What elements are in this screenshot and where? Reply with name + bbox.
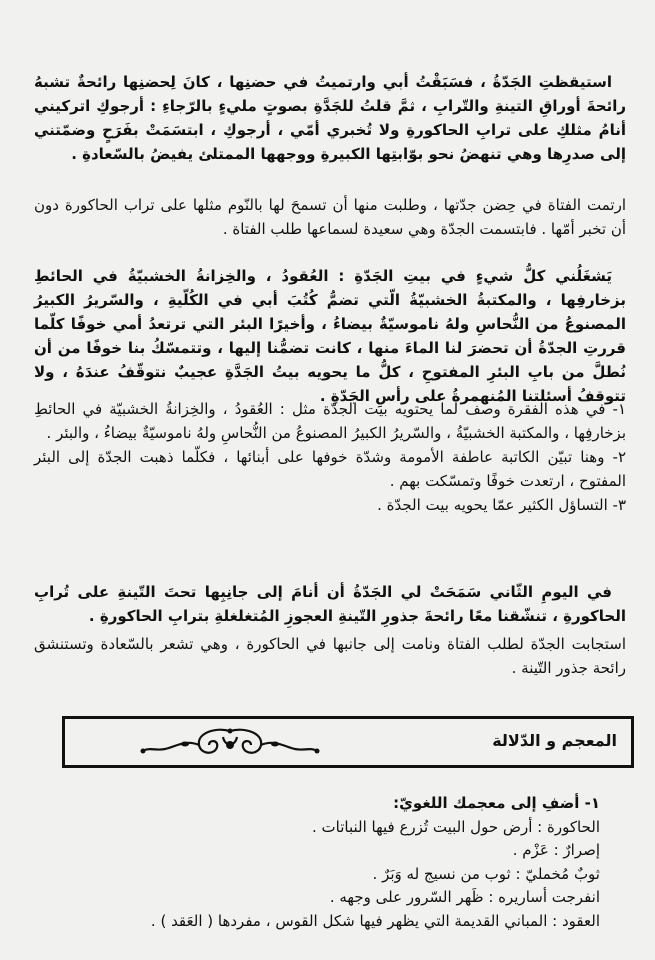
vocabulary-entry: ثوبٌ مُخمليّ : ثوب من نسيج له وَبَرٌ . [372,864,600,883]
point-1: ١- في هذه الفقرة وصف لما يحتويه بيت الجدّة مثل : العُقودُ ، والخِزانةُ الخشبيّة في الحائطِ بزخارفِها ، والمكتبة الخشبيّةُ ، والسّريرُ الكبيرُ المصنوعُ من النُّحاسِ ولهُ ناموسيّةٌ بيضاءُ ، والبئر . [34,400,626,442]
passage-3-text: في اليومِ الثّاني سَمَحَتْ لي الجَدّةُ أن أنامَ إلى جانِبِها تحتَ التّينةِ على تُرابِ الحاكورةِ ، تنشّقنا معًا رائحةَ جذورِ التّينةِ العجوزِ المُتغلغلةِ بترابِ الحاكورةِ . [34,583,626,625]
passage-1-summary-text: ارتمت الفتاة في حِضن جدّتها ، وطلبت منها أن تسمحَ لها بالنّوم مثلها على تراب الحاكورة دون أن تخبر أمّها . فابتسمت الجدّة وهي سعيدة لسماعها طلب الفتاة . [34,196,626,238]
vocabulary-entry: الحاكورة : أرض حول البيت تُزرع فيها النباتات . [312,817,600,836]
passage-2-points [34,397,626,517]
vocabulary-entry: انفرجت أساريره : ظَهر السّرور على وجهه . [329,888,600,906]
passage-3-summary [34,632,626,680]
passage-2-text: يَشغَلُني كلُّ شيءٍ في بيتِ الجَدّةِ : العُقودُ ، والخِزانةُ الخشبيّةُ في الحائطِ بزخارفِها ، والمكتبةُ الخشبيّةُ الّتي تضمُّ كُتُبَ أبي في الكُلّيةِ ، والسّريرُ الكبيرُ المصنوعُ من النُّحاسِ ولهُ ناموسيّةٌ بيضاءُ ، وأخيرًا البئر التي ترتعدُ أمي خوفًا كلّما قررتِ الجدّةُ أن تحضرَ لنا الماءَ منها ، كانت تضمُّنا إليها ، وتتمسّكُ بنا خوفًا من أن نُطلَّ من بابِ البئرِ المفتوحِ ، كلُّ ما يحويه بيتُ الجَدَّةِ عجيبٌ نتوقّفُ عندَهُ ، ولا تتوقفُ أسئلتنا المُنهمرةُ على رأسِ الجَدّةِ . [34,267,626,405]
passage-1-bold [34,70,626,166]
vocabulary-entry: العقود : المباني القديمة التي يظهر فيها شكل القوس ، مفردها ( العَقد ) . [150,911,600,930]
passage-3-summary-text: استجابت الجدّة لطلب الفتاة ونامت إلى جانبها في الحاكورة ، وهي تشعر بالسّعادة وتستنشق رائحة جذور التّينة . [34,635,626,677]
vocabulary-list [151,792,600,933]
passage-1-text: استيقظتِ الجَدّةُ ، فسَبَقْتُ أبي وارتميتُ في حضنِها ، كانَ لِحضنِها رائحةٌ تشبهُ رائحةَ أوراقِ التينةِ والتّرابِ ، ثمَّ قلتُ للجَدَّةِ بصوتٍ مليءٍ بالرّجاءِ : أرجوكِ اتركيني أنامُ مثلكِ على ترابِ الحاكورةِ ولا تُخبري أمّي ، أرجوكِ ، ابتسَمَتْ بفَرَحٍ وضمّتني إلى صدرِها وهي تنهضُ نحو بوّابتِها الكبيرةِ ووجهها الممتلئ يفيضُ بالسّعادةِ . [34,73,626,163]
vocabulary-entry: إصرارٌ : عَزْم . [512,841,600,859]
passage-3-bold [34,580,626,628]
section-header [62,716,634,768]
passage-2-bold [34,264,626,408]
point-3: ٣- التساؤل الكثير عمّا يحويه بيت الجدّة . [377,496,626,514]
passage-1-summary [34,193,626,241]
section-title: المعجم و الدّلالة [492,731,617,750]
floral-ornament-icon [135,725,325,761]
vocabulary-heading: ١- أضفِ إلى معجمك اللغويّ: [393,794,600,812]
point-2: ٢- وهنا تبيّن الكاتبة عاطفة الأمومة وشدّة خوفها على أبنائها ، فكلّما ذهبت الجدّة إلى البئر المفتوح ، ارتعدت خوفًا وتمسّكت بهم . [34,448,626,490]
